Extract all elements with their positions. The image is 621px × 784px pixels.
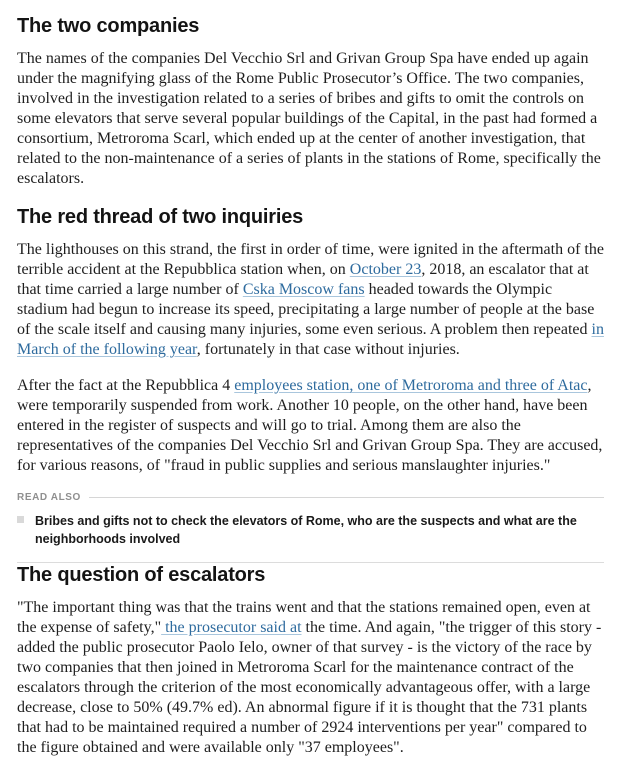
- inline-link[interactable]: the prosecutor said at: [161, 619, 302, 636]
- section-heading: The question of escalators: [17, 564, 266, 586]
- read-also-rule: [89, 497, 604, 498]
- text-run: After the fact at the Repubblica 4: [17, 377, 235, 394]
- paragraph: [17, 240, 604, 360]
- text-run: , 2018, an escalator that at that time carried a large number of: [17, 261, 589, 298]
- inline-link[interactable]: employees station, one of Metroroma and three of Atac: [234, 377, 588, 394]
- section-question-escalators: [17, 563, 604, 758]
- text-run: The names of the companies Del Vecchio Srl and Grivan Group Spa have ended up again under the magnifying glass of the Rome Public Prosecutor’s Office. The two companies, involved in the investigation related to a series of bribes and gifts to omit the controls on some elevators that serve several popular buildings of the Capital, in the past had formed a consortium, Metroroma Scarl, which ended up at the center of another investigation, that related to the non-maintenance of a series of plants in the stations of Rome, specifically the escalators.: [17, 50, 601, 187]
- inline-link[interactable]: in March of the following year: [17, 321, 604, 358]
- inline-link[interactable]: October 23: [349, 261, 422, 278]
- inline-link[interactable]: Cska Moscow fans: [242, 281, 365, 298]
- text-run: , fortunately in that case without injuries.: [196, 341, 460, 358]
- read-also-item-text: Bribes and gifts not to check the elevators of Rome, who are the suspects and what are the neighborhoods involved: [35, 514, 577, 546]
- paragraph: [17, 49, 604, 189]
- read-also-label: READ ALSO: [17, 492, 81, 503]
- text-run: , were temporarily suspended from work. Another 10 people, on the other hand, have been entered in the register of suspects and will go to trial. Among them are also the representatives of the companies Del Vecchio Srl and Grivan Group Spa. They are accused, for various reasons, of "fraud in public supplies and serious manslaughter injuries.": [17, 377, 603, 474]
- read-also-item[interactable]: [17, 512, 604, 548]
- read-also-box: [17, 492, 604, 563]
- text-run: "The important thing was that the trains went and that the stations remained open, even at the expense of safety,": [17, 599, 591, 636]
- paragraph: [17, 598, 604, 758]
- text-run: headed towards the Olympic stadium had begun to increase its speed, precipitating a large number of people at the base of the scale itself and causing many injuries, some even serious. A problem then repeated: [17, 281, 595, 338]
- read-also-header: [17, 492, 604, 503]
- text-run: The lighthouses on this strand, the first in order of time, were ignited in the aftermath of the terrible accident at the Repubblica station when, on: [17, 241, 604, 278]
- paragraph: [17, 376, 604, 476]
- section-two-companies: [17, 14, 604, 189]
- bullet-square-icon: [17, 516, 24, 523]
- text-run: the time. And again, "the trigger of this story - added the public prosecutor Paolo Ielo, owner of that survey - is the victory of the race by two companies that then joined in Metroroma Scarl for the maintenance contract of the escalators through the criterion of the most economically advantageous offer, with a large decrease, close to 50% (49.7% ed). An abnormal figure if it is thought that the 731 plants that had to be maintained required a number of 2924 interventions per year" compared to the figure obtained and were available only "37 employees".: [17, 619, 602, 756]
- section-heading: The two companies: [17, 15, 200, 37]
- section-red-thread: [17, 205, 604, 476]
- section-heading: The red thread of two inquiries: [17, 206, 304, 228]
